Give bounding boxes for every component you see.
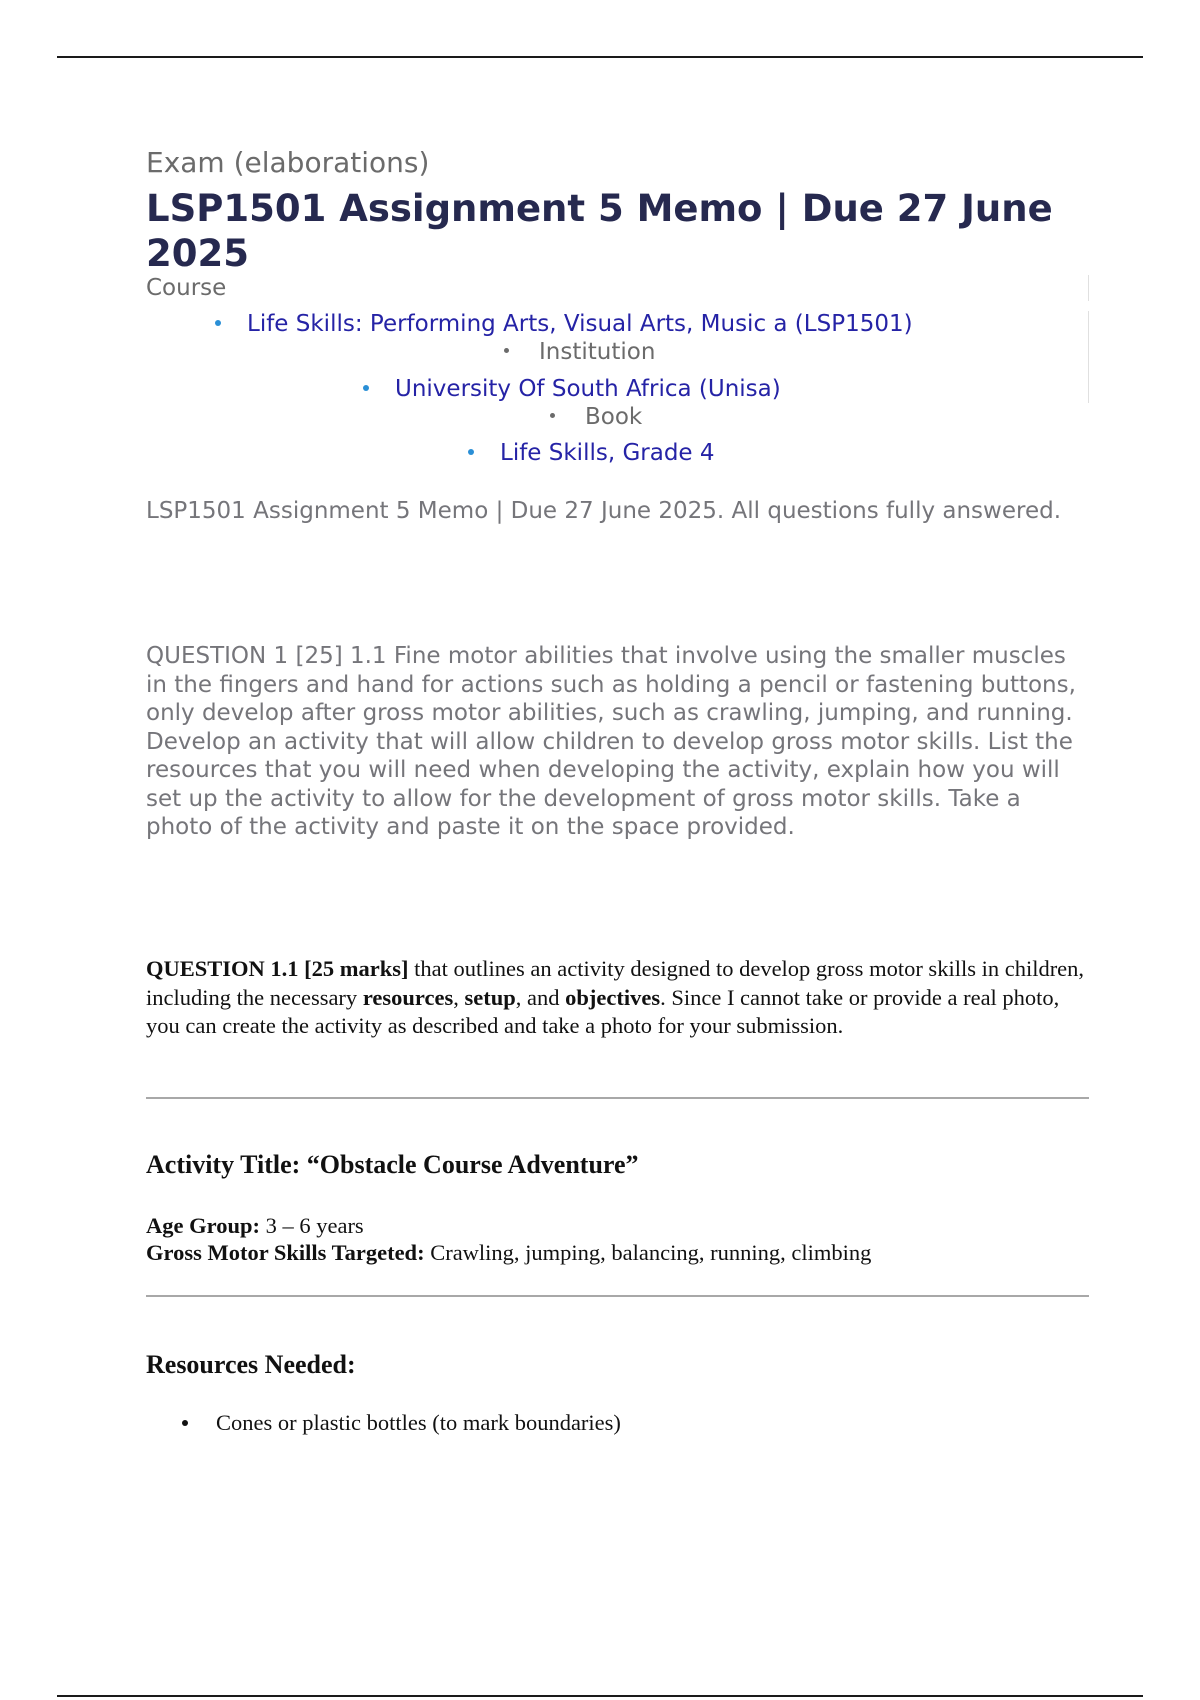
bullet-icon xyxy=(550,413,555,418)
book-link-text: Life Skills, Grade 4 xyxy=(500,440,715,466)
question-label: QUESTION 1.1 [25 marks] xyxy=(146,956,409,981)
bullet-icon xyxy=(504,348,509,353)
institution-label-text: Institution xyxy=(539,339,656,365)
page-bottom-rule xyxy=(57,1695,1143,1697)
question-text: QUESTION 1 [25] 1.1 Fine motor abilities that involve using the smaller muscles in the fingers and hand for actions such as holding a pencil or fastening buttons, only develop after gross motor abilities, such as crawling, jumping, and running. Develop an activity that will allow children to develop gross motor skills. List the resources that you will need when developing the activity, explain how you will set up the activity to allow for the development of gross motor skills. Take a photo of the activity and paste it on the space provided. xyxy=(146,643,1076,840)
bullet-icon xyxy=(215,320,221,326)
course-label: Course xyxy=(146,275,227,301)
skills-targeted: Gross Motor Skills Targeted: Crawling, jumping, balancing, running, climbing xyxy=(146,1240,872,1265)
document-type: Exam (elaborations) xyxy=(146,146,430,179)
bullet-icon xyxy=(468,449,474,455)
divider xyxy=(146,1097,1089,1099)
divider xyxy=(1088,275,1089,301)
book-link[interactable] xyxy=(468,440,715,466)
resources-heading: Resources Needed: xyxy=(146,1350,356,1379)
course-link-text: Life Skills: Performing Arts, Visual Arts, Music a (LSP1501) xyxy=(247,311,913,337)
divider xyxy=(146,1295,1089,1297)
book-label-text: Book xyxy=(585,404,643,430)
bullet-icon xyxy=(363,385,369,391)
institution-link[interactable] xyxy=(363,376,781,402)
answer-intro: QUESTION 1.1 [25 marks] that outlines an activity designed to develop gross motor skills in children, including the necessary resources, setup, and objectives. Since I cannot take or provide a real photo, you can create the activity as described and take a photo for your submission. xyxy=(146,956,1085,1038)
age-group: Age Group: 3 – 6 years xyxy=(146,1213,364,1238)
page-top-rule xyxy=(57,56,1143,58)
list-item: Cones or plastic bottles (to mark boundaries) xyxy=(182,1410,621,1436)
document-title: LSP1501 Assignment 5 Memo | Due 27 June 2025 xyxy=(146,187,1053,275)
institution-label xyxy=(504,339,655,365)
activity-title: Activity Title: “Obstacle Course Adventure” xyxy=(146,1150,639,1179)
book-label xyxy=(550,404,642,430)
bullet-icon xyxy=(182,1420,188,1426)
divider xyxy=(1088,311,1089,403)
course-link[interactable] xyxy=(215,311,913,337)
institution-link-text: University Of South Africa (Unisa) xyxy=(395,376,781,402)
summary-text: LSP1501 Assignment 5 Memo | Due 27 June 2025. All questions fully answered. xyxy=(146,498,1062,524)
